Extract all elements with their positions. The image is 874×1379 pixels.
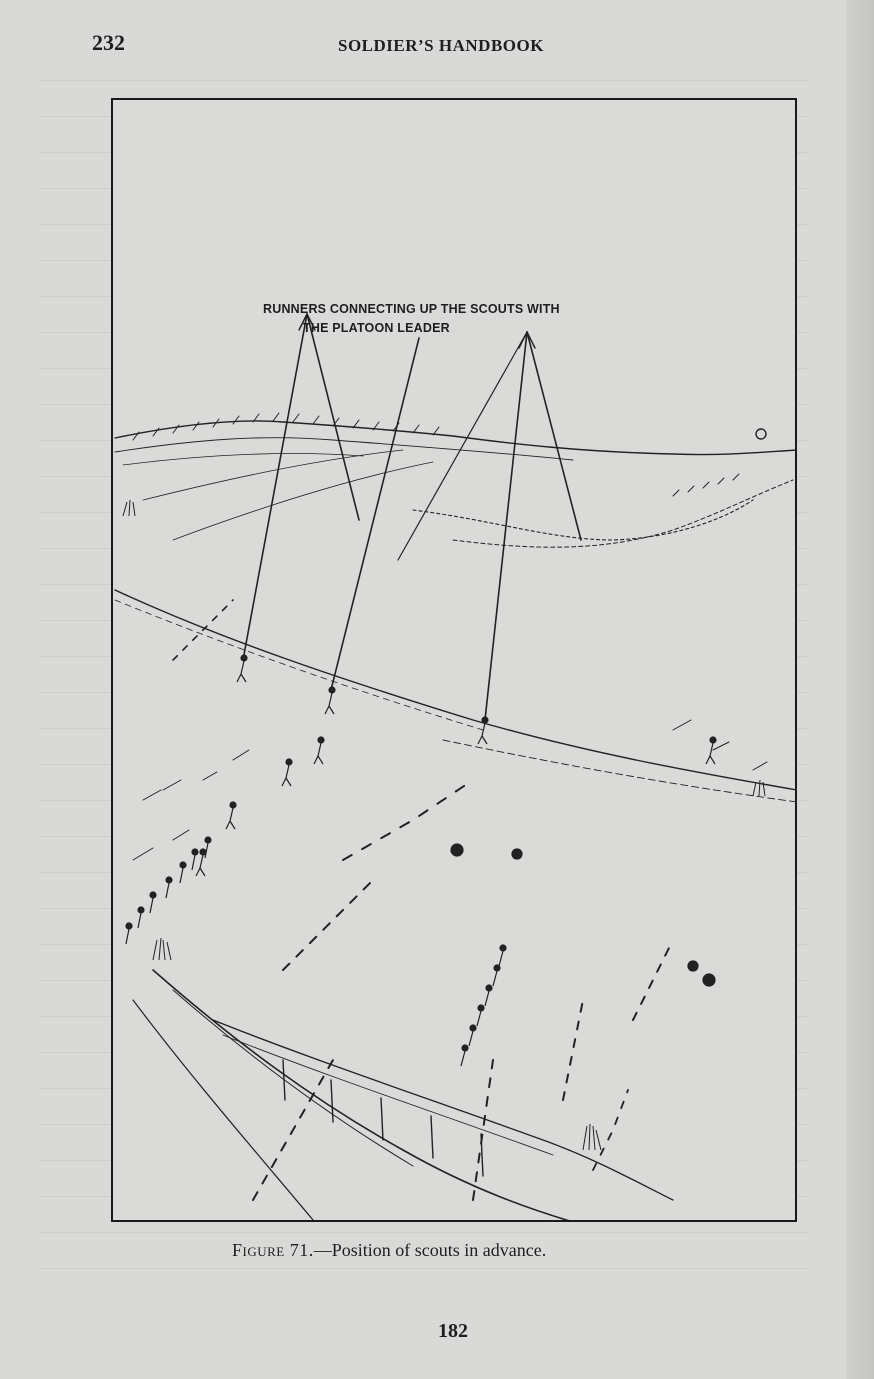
scout-figure [478,717,488,744]
scout-figure [282,759,292,786]
figure-caption-text: —Position of scouts in advance. [313,1240,547,1260]
figure-caption [232,1240,702,1261]
figure-heading-line-2: THE PLATOON LEADER [303,321,450,335]
shell-burst [688,961,698,971]
shell-burst [703,974,715,986]
scout-figure [314,737,324,764]
scout-figure [237,655,247,682]
figure-heading-line-1: RUNNERS CONNECTING UP THE SCOUTS WITH [263,302,560,316]
soldier-column-center [461,945,506,1066]
figure-illustration [111,98,797,1222]
shrub [153,938,171,960]
scout-figure [325,687,335,714]
battlefield-sketch [113,100,797,1222]
scout-figure [706,737,716,764]
shell-burst [451,844,463,856]
figure-heading [263,300,593,338]
page-number-bottom: 182 [438,1320,468,1342]
book-title: SOLDIER’S HANDBOOK [338,36,544,55]
scout-figure [226,802,236,829]
page-edge [846,0,874,1379]
figure-caption-label: Figure 71. [232,1240,314,1260]
shrub [583,1124,601,1150]
soldier-column-left [126,837,211,944]
shrub [123,500,135,516]
running-head [92,30,814,60]
page-number-top: 232 [92,30,125,55]
shell-burst [512,849,522,859]
